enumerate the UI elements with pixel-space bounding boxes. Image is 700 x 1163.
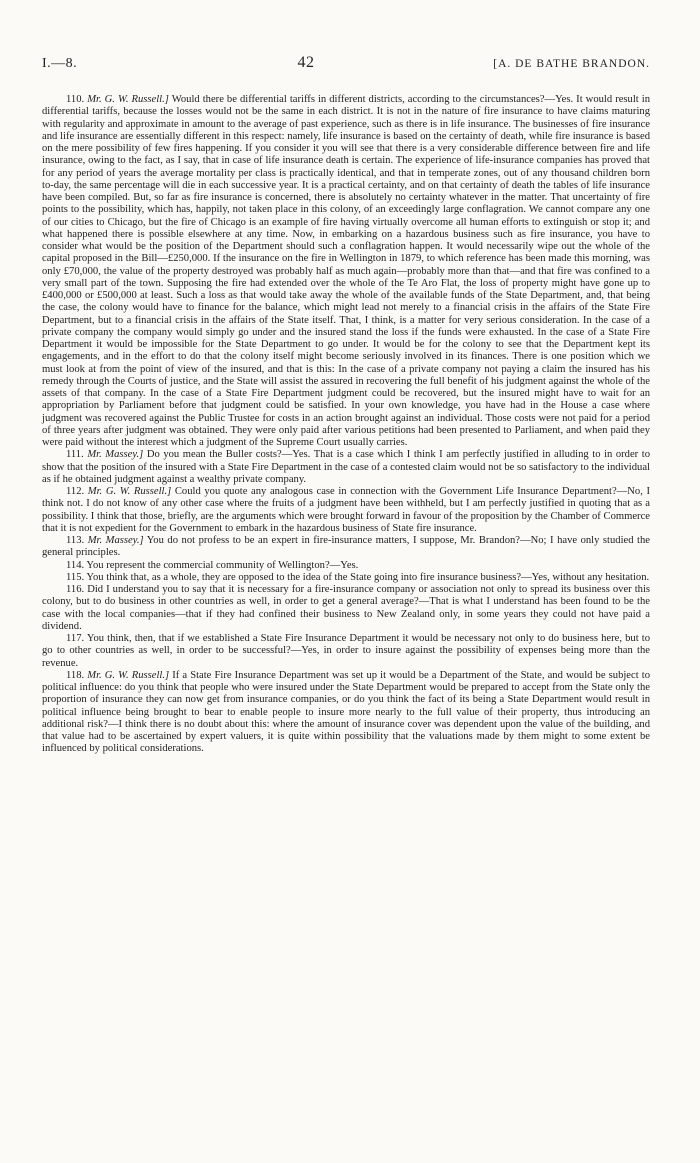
paragraph-117 <box>42 633 650 670</box>
question-number: 114. <box>66 559 85 571</box>
paragraph-text: You do not profess to be an expert in fire-insurance matters, I suppose, Mr. Brandon?—No; I have only studied the general principles. <box>42 535 650 559</box>
paragraph-114 <box>42 560 650 572</box>
speaker: Mr. Massey.] <box>87 535 144 546</box>
paper-reference: I.—8. <box>42 56 78 71</box>
paragraph-text: If a State Fire Insurance Department was set up it would be a Department of the State, and would be subject to political influence: do you think that people who were insured under the State Department would be prepared to accept from the State only the proportion of insurance they can now get from insurance companies, or do you think the fact of its being a State Department would result in political influence being brought to bear to enable people to insure more nearly to the full value of their property, thus introducing an additional risk?—I think there is no doubt about this: where the amount of insurance cover was dependent upon the value of the building, and that value had to be ascertained by expert valuers, it is quite within possibility that the valuations made by them might to some extent be influenced by political considerations. <box>42 669 650 755</box>
speaker: Mr. G. W. Russell.] <box>87 94 169 105</box>
paragraph-118 <box>42 670 650 756</box>
question-number: 116. <box>66 584 85 595</box>
paragraph-text: Do you mean the Buller costs?—Yes. That is a case which I think I am perfectly justified in alluding to in order to show that the position of the insured with a State Fire Department in the case of a contested claim would not be so satisfactory to the individual as if he obtained judgment against a wealthy private company. <box>42 449 651 485</box>
paragraph-text: You think that, as a whole, they are opposed to the idea of the State going into fire insurance business?—Yes, without any hesitation. <box>86 571 650 583</box>
paragraph-116 <box>42 584 650 633</box>
question-number: 113. <box>66 535 85 546</box>
paragraph-111 <box>42 449 650 486</box>
speaker: Mr. G. W. Russell.] <box>87 669 170 681</box>
question-number: 112. <box>66 486 85 497</box>
page-header <box>42 54 650 72</box>
question-number: 110. <box>66 94 85 105</box>
speaker: Mr. Massey.] <box>87 449 144 461</box>
witness-name: [A. DE BATHE BRANDON. <box>493 58 650 70</box>
paragraph-text: Could you quote any analogous case in connection with the Government Life Insurance Department?—No, I think not. I do not know of any other case where the fruits of a judgment have been withheld, but I am perfectly justified in quoting that as a possibility. I think that those, briefly, are the arguments which were brought forward in favour of the proposition by the Chamber of Commerce that it is not expedient for the Government to embark in the hazardous business of State fire insurance. <box>42 486 650 534</box>
question-number: 117. <box>66 633 85 644</box>
paragraph-115 <box>42 572 650 584</box>
question-number: 111. <box>66 449 84 461</box>
paragraph-text: You represent the commercial community of Wellington?—Yes. <box>86 559 359 571</box>
paragraph-text: Did I understand you to say that it is necessary for a fire-insurance company or association not only to spread its business over this colony, but to do business in other countries as well, in order to get a general average?—That is what I understand has been found to be the case with the local companies—that if they had confined their business to New Zealand only, in some years they could not have paid a dividend. <box>42 584 651 632</box>
page-number: 42 <box>297 54 315 71</box>
question-number: 118. <box>66 669 85 681</box>
paragraph-112 <box>42 486 650 535</box>
speaker: Mr. G. W. Russell.] <box>87 486 172 497</box>
paragraph-text: Would there be differential tariffs in different districts, according to the circumstances?—Yes. It would result in differential tariffs, because the losses would not be the same in each district. It is not in the nature of fire insurance to have claims maturing with regularity and approximate in amount to the average of past experience, such as there is in life insurance. The businesses of fire insurance and life insurance are essentially different in this respect: namely, life insurance is based on the certainty of death, while fire insurance is based on the mere possibility of few fires happening. If you consider it you will see that there is a very considerable difference between fire and life insurance, owing to the fact, as I say, that in case of life insurance death is certain. The experience of life-insurance companies has proved that for any period of years the average mortality per class is practically identical, and that in temperate zones, out of any thousand children born to-day, the same percentage will die in each successive year. It is a practical certainty, and on that certainty of death the tables of life insurance have been compiled. But, so far as fire insurance is concerned, there is absolutely no certainty whatever in the matter. That uncertainty of fire points to the possibility, which has, happily, not taken place in this colony, of an exceedingly large conflagration. We cannot compare any one of our cities to Chicago, but the fire of Chicago is an example of fire having virtually overcome all human efforts to extinguish or stop it; and what happened there is possible elsewhere at any time. Now, in embarking on a hazardous business such as fire insurance, you have to consider what would be the position of the Department should such a conflagration happen. It would necessarily wipe out the whole of the capital proposed in the Bill—£250,000. If the insurance on the fire in Wellington in 1879, to which reference has been made this morning, was only £70,000, the value of the property destroyed was probably half as much again—probably more than that—and that fire was confined to a very small part of the town. Supposing the fire had extended over the whole of the Te Aro Flat, the loss of property might have gone up to £400,000 or £500,000 at least. Such a loss as that would take away the whole of the available funds of the State Department, and, that being the case, the colony would have to finance for the balance, which might lead not merely to a financial crisis in the affairs of the State Fire Department, but to a financial crisis in the affairs of the State itself. That, I think, is a matter for very serious consideration. In the case of a private company the company would simply go under and the insured stand the loss if the funds were exhausted. In the case of a State Fire Department it would be impossible for the State Department to go under. It would be for the colony to see that the Department kept its engagements, and in the effort to do that the colony itself might become seriously involved in its finances. There is one position which we must look at from the point of view of the insured, and that is this: In the case of a private company not paying a claim the insured has his remedy through the Courts of justice, and the State will assist the assured in recovering the full benefit of his judgment against the whole of the assets of that company. In the case of a State Fire Department judgment could be recovered, but the insured might have to wait for an appropriation by Parliament before that judgment could be satisfied. In your own knowledge, you have had in the House a case where judgment was recovered against the Public Trustee for costs in an action brought against an individual. Those costs were not paid for a period of three years after judgment was obtained. They were only paid after various petitions had been presented to Parliament, and when paid they were paid without the interest which a judgment of the Supreme Court usually carries. <box>42 94 650 448</box>
document-body <box>42 94 650 756</box>
paragraph-110 <box>42 94 650 449</box>
question-number: 115. <box>66 571 85 583</box>
paragraph-113 <box>42 535 650 560</box>
paragraph-text: You think, then, that if we established a State Fire Insurance Department it would be necessary not only to do business here, but to go to other countries as well, in order to be successful?—Yes, in order to insure against the possibility of expenses being more than the revenue. <box>42 633 650 669</box>
